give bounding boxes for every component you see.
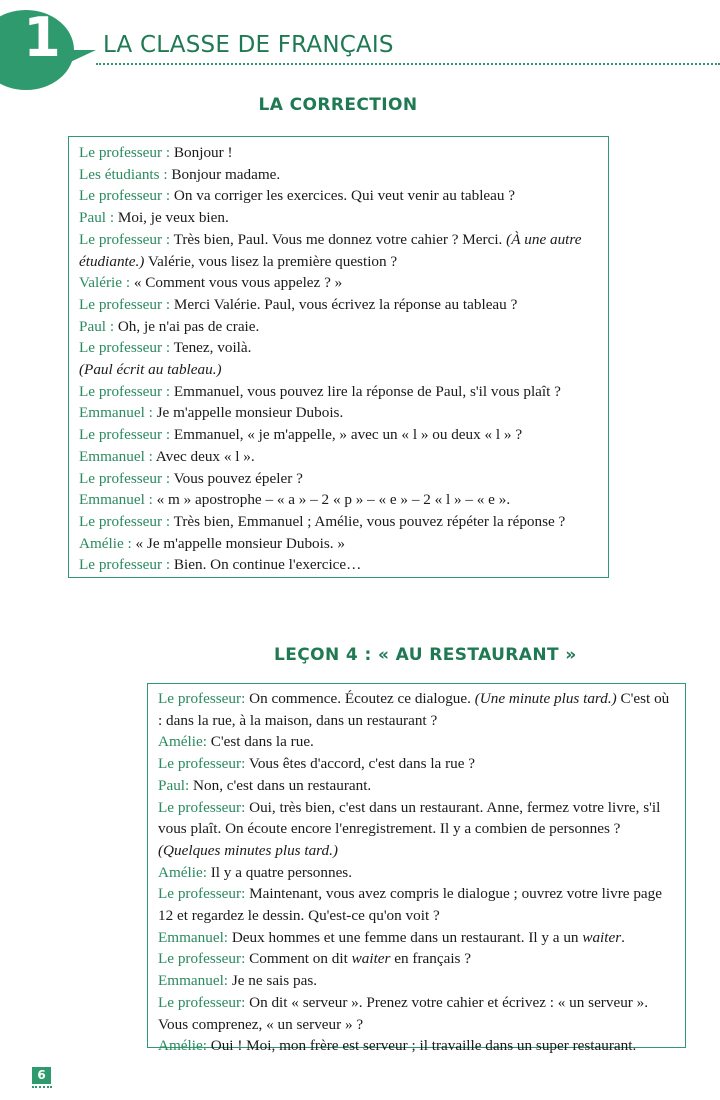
speaker-name: Le professeur (158, 950, 242, 968)
speaker-name: Le professeur (158, 690, 242, 707)
speaker-separator: : (162, 556, 174, 574)
speaker-separator: : (202, 733, 211, 751)
dialogue-line (158, 797, 677, 840)
dialogue-line (79, 294, 600, 316)
speaker-separator: : (144, 404, 157, 422)
dialogue-text: Emmanuel, vous pouvez lire la réponse de Paul, s'il vous plaît ? (173, 382, 561, 400)
stage-direction: (Paul écrit au tableau.) (79, 361, 222, 379)
dialogue-line (79, 337, 600, 359)
header-dotted-rule (96, 63, 720, 65)
dialogue-line (158, 927, 677, 949)
dialogue-text: On va corriger les exercices. Qui veut venir au tableau ? (173, 187, 516, 205)
speaker-separator: : (241, 950, 250, 968)
section-title-correction: LA CORRECTION (258, 95, 418, 115)
page-dotted-rule (32, 1086, 52, 1088)
dialogue-text: Maintenant, vous avez compris le dialogue ; ouvrez votre livre page 12 et regardez le dessin. Qu'est-ce qu'on voit ? (158, 885, 662, 925)
speaker-name: Emmanuel (79, 447, 145, 465)
speaker-separator: : (202, 1037, 211, 1055)
dialogue-text: Emmanuel, « je m'appelle, » avec un « l » ou deux « l » ? (173, 426, 523, 444)
speaker-name: Emmanuel (158, 928, 224, 946)
dialogue-line (79, 142, 600, 164)
dialogue-box-correction (68, 136, 609, 578)
dialogue-line (158, 970, 677, 992)
speaker-separator: : (185, 776, 194, 794)
speaker-separator: : (223, 928, 232, 946)
speaker-separator: : (162, 339, 174, 357)
speaker-separator: : (223, 972, 232, 990)
dialogue-text: Avec deux « l ». (155, 447, 255, 465)
dialogue-line (158, 883, 677, 926)
dialogue-line (158, 840, 677, 862)
dialogue-text: en français ? (390, 950, 471, 968)
dialogue-text: Je m'appelle monsieur Dubois. (156, 404, 344, 422)
speaker-name: Le professeur (79, 144, 163, 161)
speaker-separator: : (162, 187, 174, 205)
speaker-name: Le professeur (158, 798, 242, 816)
speaker-separator: : (162, 295, 174, 313)
dialogue-line (158, 862, 677, 884)
dialogue-line (79, 511, 600, 533)
speaker-name: Le professeur (79, 469, 163, 487)
dialogue-line (79, 424, 600, 446)
dialogue-line (158, 731, 677, 753)
dialogue-box-restaurant (147, 683, 686, 1055)
header-wedge (66, 50, 96, 64)
speaker-separator: : (241, 885, 250, 903)
dialogue-line (79, 272, 600, 294)
speaker-name: Le professeur (158, 885, 242, 903)
dialogue-text: « m » apostrophe – « a » – 2 « p » – « e » – 2 « l » – « e ». (156, 491, 511, 509)
speaker-name: Le professeur (79, 339, 163, 357)
dialogue-line (158, 948, 677, 970)
dialogue-line (79, 316, 600, 338)
speaker-name: Emmanuel (79, 404, 145, 422)
speaker-separator: : (106, 209, 118, 227)
dialogue-text: « Je m'appelle monsieur Dubois. » (135, 534, 345, 552)
speaker-separator: : (162, 426, 174, 444)
speaker-name: Emmanuel (79, 491, 145, 509)
speaker-separator: : (202, 863, 211, 881)
speaker-separator: : (241, 798, 250, 816)
dialogue-line (79, 533, 600, 555)
speaker-name: Paul (79, 209, 107, 227)
dialogue-line (79, 468, 600, 490)
dialogue-line (79, 164, 600, 186)
dialogue-text: Bonjour madame. (171, 165, 281, 183)
speaker-separator: : (122, 274, 134, 292)
dialogue-line (79, 554, 600, 576)
speaker-name: Amélie (158, 1037, 203, 1055)
dialogue-text: Merci Valérie. Paul, vous écrivez la réponse au tableau ? (173, 295, 518, 313)
dialogue-text: Vous pouvez épeler ? (173, 469, 303, 487)
dialogue-text: Bien. On continue l'exercice… (173, 556, 362, 574)
stage-direction: (Quelques minutes plus tard.) (158, 841, 338, 859)
stage-direction: (Une minute plus tard.) (474, 690, 617, 707)
speaker-separator: : (106, 317, 118, 335)
dialogue-text: Oui ! Moi, mon frère est serveur ; il travaille dans un super restaurant. (210, 1037, 637, 1055)
speaker-separator: : (241, 690, 250, 707)
speaker-name: Le professeur (79, 187, 163, 205)
dialogue-text: Très bien, Paul. Vous me donnez votre cahier ? Merci. (173, 230, 507, 248)
speaker-separator: : (162, 144, 174, 161)
dialogue-line (158, 753, 677, 775)
dialogue-text: Deux hommes et une femme dans un restaurant. Il y a un (231, 928, 583, 946)
chapter-number: 1 (23, 6, 61, 69)
dialogue-text: Non, c'est dans un restaurant. (193, 776, 372, 794)
speaker-name: Amélie (158, 863, 203, 881)
dialogue-line (158, 775, 677, 797)
speaker-name: Le professeur (79, 295, 163, 313)
speaker-name: Le professeur (79, 556, 163, 574)
speaker-name: Amélie (158, 733, 203, 751)
dialogue-line (79, 446, 600, 468)
speaker-separator: : (162, 469, 174, 487)
dialogue-text: . (621, 928, 625, 946)
dialogue-text: Moi, je veux bien. (117, 209, 229, 227)
speaker-separator: : (162, 512, 174, 530)
speaker-separator: : (162, 230, 174, 248)
page-number: 6 (32, 1067, 51, 1084)
speaker-name: Le professeur (158, 993, 242, 1011)
dialogue-text: Très bien, Emmanuel ; Amélie, vous pouvez répéter la réponse ? (173, 512, 566, 530)
dialogue-line (79, 402, 600, 424)
section-title-lecon-4: LEÇON 4 : « AU RESTAURANT » (274, 645, 577, 665)
dialogue-line (79, 381, 600, 403)
dialogue-line (79, 229, 600, 272)
dialogue-line (79, 185, 600, 207)
speaker-separator: : (144, 447, 156, 465)
speaker-name: Amélie (79, 534, 124, 552)
dialogue-text: Il y a quatre personnes. (210, 863, 353, 881)
dialogue-text: Comment on dit (249, 950, 352, 968)
speaker-name: Paul (79, 317, 107, 335)
speaker-separator: : (241, 755, 249, 773)
chapter-title: LA CLASSE DE FRANÇAIS (103, 32, 394, 58)
speaker-name: Le professeur (79, 512, 163, 530)
dialogue-text: « Comment vous vous appelez ? » (133, 274, 343, 292)
dialogue-text: Oh, je n'ai pas de craie. (117, 317, 260, 335)
dialogue-text: Bonjour ! (173, 144, 233, 161)
speaker-name: Le professeur (79, 426, 163, 444)
dialogue-text: Valérie, vous lisez la première question ? (144, 252, 398, 270)
speaker-separator: : (162, 382, 174, 400)
speaker-separator: : (241, 993, 250, 1011)
speaker-name: Emmanuel (158, 972, 224, 990)
dialogue-line (79, 489, 600, 511)
speaker-separator: : (159, 165, 172, 183)
stage-direction: (À une autre étudiante.) (79, 230, 582, 270)
dialogue-text: C'est où : dans la rue, à la maison, dans un restaurant ? (158, 690, 670, 729)
speaker-name: Valérie (79, 274, 123, 292)
speaker-name: Les étudiants (79, 165, 160, 183)
dialogue-text: On dit « serveur ». Prenez votre cahier et écrivez : « un serveur ». Vous comprenez, « un serveur » ? (158, 993, 649, 1033)
speaker-separator: : (144, 491, 157, 509)
dialogue-text: Tenez, voilà. (173, 339, 252, 357)
dialogue-line (158, 1035, 677, 1057)
speaker-name: Le professeur (158, 755, 242, 773)
speaker-name: Paul (158, 776, 186, 794)
dialogue-text: On commence. Écoutez ce dialogue. (249, 690, 475, 707)
dialogue-text: C'est dans la rue. (210, 733, 314, 751)
dialogue-line (158, 992, 677, 1035)
dialogue-text: Je ne sais pas. (231, 972, 318, 990)
speaker-separator: : (123, 534, 136, 552)
dialogue-text: Vous êtes d'accord, c'est dans la rue ? (248, 755, 476, 773)
dialogue-line (79, 207, 600, 229)
dialogue-line (158, 688, 677, 731)
dialogue-line (79, 359, 600, 381)
speaker-name: Le professeur (79, 230, 163, 248)
speaker-name: Le professeur (79, 382, 163, 400)
stage-direction: waiter (582, 928, 622, 946)
stage-direction: waiter (351, 950, 391, 968)
dialogue-text: Oui, très bien, c'est dans un restaurant. Anne, fermez votre livre, s'il vous plaît. On écoute encore l'enregistrement. Il y a combien de personnes ? (158, 798, 661, 838)
